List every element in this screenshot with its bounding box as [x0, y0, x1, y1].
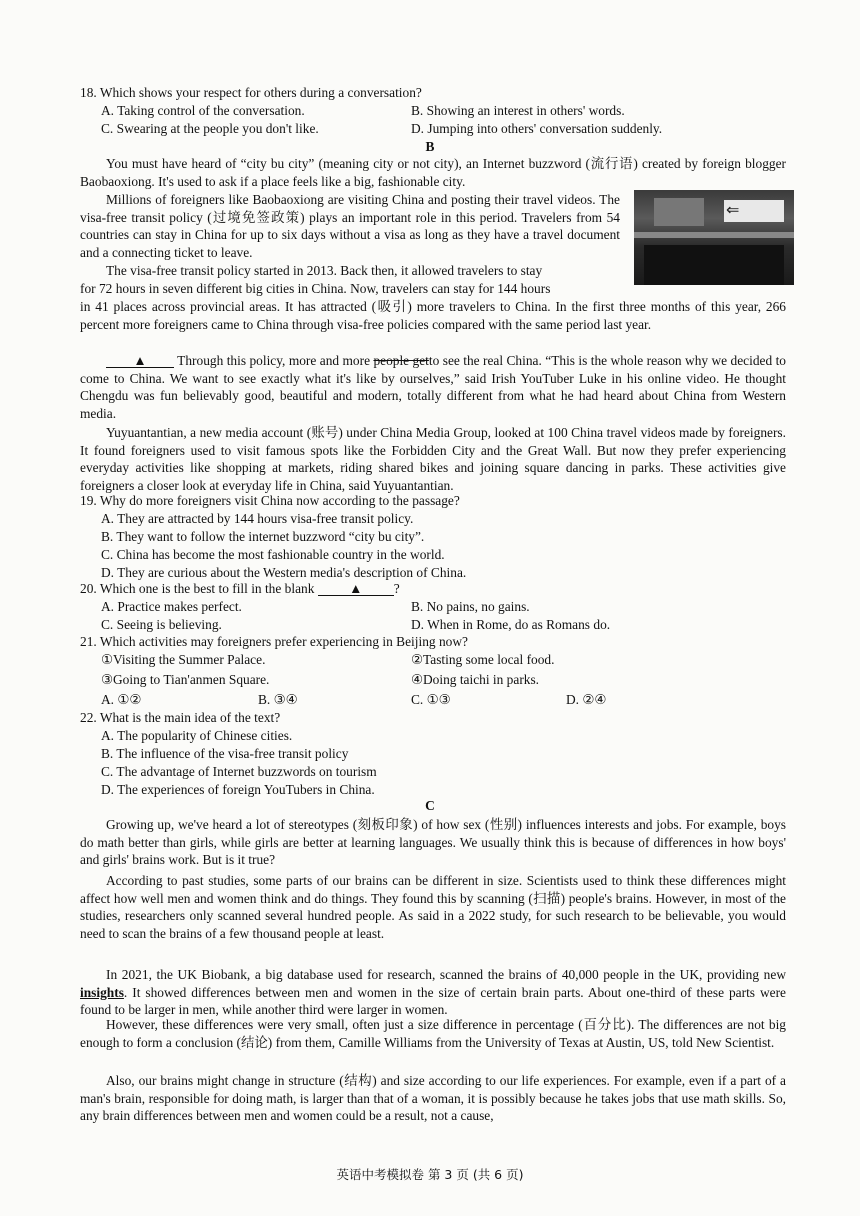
travel-photo — [634, 190, 794, 285]
question-21-item-1: ①Visiting the Summer Palace. — [101, 652, 266, 667]
question-18-option-d: D. Jumping into others' conversation suddenly. — [411, 121, 663, 136]
question-21-option-b: B. ③④ — [258, 692, 298, 707]
question-19-option-c: C. China has become the most fashionable country in the world. — [101, 547, 445, 562]
question-20-option-b: B. No pains, no gains. — [411, 599, 530, 614]
question-22-option-a: A. The popularity of Chinese cities. — [101, 728, 293, 743]
question-21-option-d: D. ②④ — [566, 692, 607, 707]
question-20-option-a: A. Practice makes perfect. — [101, 599, 242, 614]
section-b-paragraph-1: You must have heard of “city bu city” (meaning city or not city), an Internet buzzword (流行语) created by foreign blogger Baobaoxiong. It's used to ask if a place feels like a big, fashionable city. — [80, 156, 786, 189]
struck-text: people get — [373, 353, 429, 368]
section-c-paragraph-3: In 2021, the UK Biobank, a big database used for research, scanned the brains of 40,000 people in the UK, providing new insights. It showed differences between men and women in the size of certain brain parts. About one-third of these parts were found to be larger in men, while another third were larger in women. — [80, 967, 786, 1018]
question-21-item-2: ②Tasting some local food. — [411, 652, 555, 667]
question-22-option-c: C. The advantage of Internet buzzwords on tourism — [101, 764, 377, 779]
question-19-option-a: A. They are attracted by 144 hours visa-free transit policy. — [101, 511, 414, 526]
question-21-item-4: ④Doing taichi in parks. — [411, 672, 540, 687]
arrow-icon: ⇐ — [726, 202, 740, 219]
question-22-option-d: D. The experiences of foreign YouTubers in China. — [101, 782, 375, 797]
section-b-paragraph-3-rest: in 41 places across provincial areas. It has attracted (吸引) more travelers to China. In the first three months of this year, 266 percent more foreigners came to China through visa-free policies compared with the same period last year. — [80, 299, 786, 332]
section-b-paragraph-3-line-1: The visa-free transit policy started in 2013. Back then, it allowed travelers to stay — [106, 263, 543, 278]
answer-blank: ▲ — [106, 355, 174, 368]
section-c-paragraph-5: Also, our brains might change in structure (结构) and size according to our life experiences. For example, even if a part of a man's brain, responsible for doing math, is larger than that of a woman, it is possibly because he takes jobs that use math skills. So, any brain differences between men and women could be a result, not a cause, — [80, 1073, 786, 1124]
question-22-option-b: B. The influence of the visa-free transit policy — [101, 746, 349, 761]
page-footer: 英语中考模拟卷 第 3 页 (共 6 页) — [336, 1167, 524, 1182]
section-b-paragraph-2: Millions of foreigners like Baobaoxiong are visiting China and posting their travel videos. The visa-free transit policy (过境免签政策) plays an important role in this period. Travelers from 54 countries can stay in China for up to six days without a visa as long as they have a travel document and a connecting ticket to leave. — [80, 192, 620, 261]
question-21-stem: 21. Which activities may foreigners prefer experiencing in Beijing now? — [80, 634, 468, 649]
section-b-paragraph-3-line-2: for 72 hours in seven different big cities in China. Now, travelers can stay for 144 hours — [80, 281, 551, 296]
question-18-option-c: C. Swearing at the people you don't like. — [101, 121, 319, 136]
section-c-paragraph-4: However, these differences were very small, often just a size difference in percentage (百分比). The differences are not big enough to form a conclusion (结论) from them, Camille Williams from the University of Texas at Austin, US, told New Scientist. — [80, 1017, 786, 1050]
question-18-option-a: A. Taking control of the conversation. — [101, 103, 305, 118]
question-18-stem: 18. Which shows your respect for others during a conversation? — [80, 85, 422, 100]
question-21-option-a: A. ①② — [101, 692, 142, 707]
question-20-option-d: D. When in Rome, do as Romans do. — [411, 617, 611, 632]
question-22-stem: 22. What is the main idea of the text? — [80, 710, 281, 725]
section-c-heading: C — [425, 798, 435, 813]
question-19-option-b: B. They want to follow the internet buzzword “city bu city”. — [101, 529, 425, 544]
section-c-paragraph-1: Growing up, we've heard a lot of stereotypes (刻板印象) of how sex (性别) influences interests and jobs. For example, boys do math better than girls, while girls are better at learning languages. We usually think this is because of differences in how boys' and girls' brains work. But is it true? — [80, 817, 786, 868]
question-20-blank: ▲ — [318, 583, 394, 596]
question-20-option-c: C. Seeing is believing. — [101, 617, 222, 632]
question-21-option-c: C. ①③ — [411, 692, 451, 707]
section-b-heading: B — [425, 139, 435, 154]
question-18-option-b: B. Showing an interest in others' words. — [411, 103, 625, 118]
section-b-paragraph-4: ▲ Through this policy, more and more people getto see the real China. “This is the whole reason why we decided to come to China. We want to see exactly what it's like by ourselves,” said Irish YouTuber Luke in his online video. He thought Chengdu was fun believably good, beautiful and modern, totally different from what he had heard about China from Western media. — [80, 353, 786, 422]
section-b-paragraph-5: Yuyuantantian, a new media account (账号) under China Media Group, looked at 100 China travel videos made by foreigners. It found foreigners used to visit famous spots like the Forbidden City and the Great Wall. But now they prefer experiencing everyday activities like shopping at markets, riding shared bikes and joining square dancing in parks. These activities give foreigners a closer look at everyday life in China, said Yuyuantantian. — [80, 425, 786, 494]
question-19-stem: 19. Why do more foreigners visit China now according to the passage? — [80, 493, 460, 508]
underlined-word-insights: insights — [80, 984, 124, 1000]
question-21-item-3: ③Going to Tian'anmen Square. — [101, 672, 270, 687]
question-19-option-d: D. They are curious about the Western media's description of China. — [101, 565, 467, 580]
section-c-paragraph-2: According to past studies, some parts of our brains can be different in size. Scientists used to think these differences might affect how well men and women think and do things. They found this by scanning (扫描) people's brains. However, in most of the studies, researchers only scanned several hundred people. As said in a 2022 study, for such research to be believable, you would need to scan the brains of a few thousand people at least. — [80, 873, 786, 942]
question-20-stem: 20. Which one is the best to fill in the blank ▲ ? — [80, 581, 400, 596]
